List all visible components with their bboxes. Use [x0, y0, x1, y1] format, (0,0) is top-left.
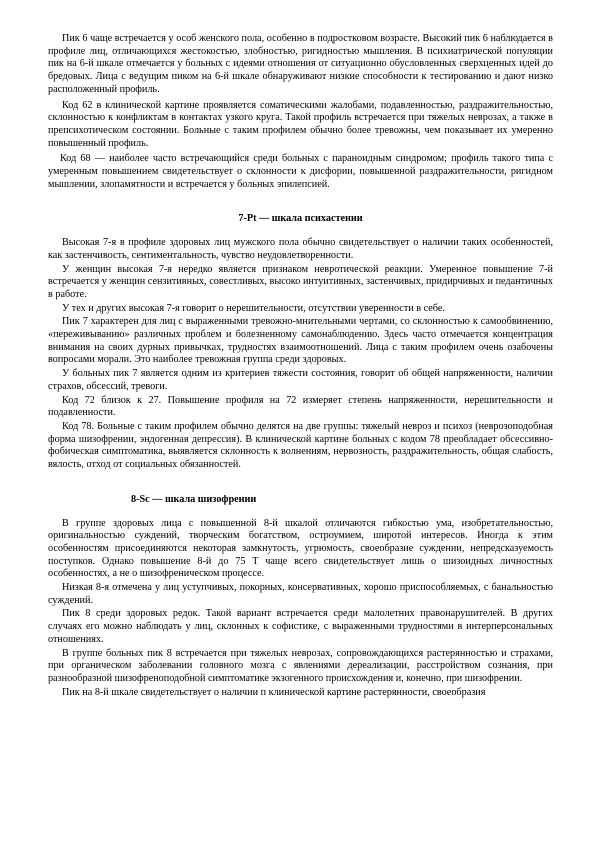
- section-heading-sc: 8-Sc — шкала шизофрении: [131, 493, 257, 505]
- paragraph: У женщин высокая 7-я нередко является признаком невротической реакции. Умеренное повышение 7-й встречается у женщин сензитивных, совестливых, высоко интуитивных, застенчивых, придирчивых и педантичных в работе.: [48, 263, 553, 300]
- paragraph: Низкая 8-я отмечена у лиц уступчивых, покорных, консервативных, хорошо приспособляемых, с банальностью суждений.: [48, 582, 553, 606]
- paragraph: В группе больных пик 8 встречается при тяжелых неврозах, сопровождающихся растерянностью и страхами, при органическом заболевании головного мозга с явлениями дереализации, расстройством сознания, при разнообразной шизофреноподобной симптоматике экзогенного происхождения и, конечно, при шизофрении.: [48, 647, 553, 684]
- paragraph: У больных пик 7 является одним из критериев тяжести состояния, говорит об общей напряженности, наличии страхов, обсессий, тревоги.: [48, 368, 553, 392]
- paragraph: У тех и других высокая 7-я говорит о нерешительности, отсутствии уверенности в себе.: [62, 302, 445, 314]
- section-sc-body: [48, 518, 553, 700]
- paragraph: Высокая 7-я в профиле здоровых лиц мужского пола обычно свидетельствует о наличии таких особенностей, как застенчивость, сентиментальность, чувство неудовлетворенности.: [48, 237, 553, 261]
- paragraph: В группе здоровых лица с повышенной 8-й шкалой отличаются гибкостью ума, изобретательностью, оригинальностью суждений, творческим богатством, остроумием, широтой интересов. Иногда к этим особенностям присоединяются некоторая замкнутость, угрюмость, своеобразие суждении, непредсказуемость поступков. Однако повышение 8-й до 75 Т чаще всего свидетельствует лишь о шизоидных личностных особенностях, а не о шизофреническом процессе.: [48, 517, 553, 580]
- intro-section: [48, 33, 553, 191]
- section-heading-pt: 7-Pt — шкала психастении: [238, 213, 363, 225]
- section-pt-body: [48, 237, 553, 472]
- paragraph: Код 72 близок к 27. Повышение профиля на 72 измеряет степень напряженности, нерешительности и подавленности.: [48, 394, 553, 419]
- paragraph: Код 78. Больные с таким профилем обычно делятся на две группы: тяжелый невроз и психоз (неврозоподобная форма шизофрении, эндогенная депрессия). В клинической картине больных с кодом 78 преобладает обсессивно-фобическая симптоматика, выявляется склонность к волнениям, нервозность, раздражительность, общая слабость, вялость, отход от социальных обязанностей.: [48, 420, 553, 471]
- paragraph: Пик 8 среди здоровых редок. Такой вариант встречается среди малолетних правонарушителей. В других случаях его можно наблюдать у лиц, склонных к софистике, с выраженными трудностями в интерперсональных отношениях.: [48, 608, 553, 645]
- paragraph: Пик 7 характерен для лиц с выраженными тревожно-мнительными чертами, со склонностью к самообвинению, «переживыванию» различных проблем и болезненному самонаблюдению. Здесь часто отмечается концентрация внимания на своих дурных привычках, трудностях взаимоотношений. Лица с таким профилем очень озабочены вопросами морали. Это наиболее тревожная группа среди здоровых.: [48, 316, 553, 366]
- paragraph-peak-6: Пик 6 чаще встречается у особ женского пола, особенно в подростковом возрасте. Высокий пик 6 наблюдается в профиле лиц, отличающихся жестокостью, злобностью, ригидностью мышления. В психиатрической популяции пик на 6-й шкале отмечается у больных с идеями отношения от ситуационно обусловленных сверхценных идей до бредовых. Лица с ведущим пиком на 6-й шкале обнаруживают низкие способности к тестированию и дают низко расположенный профиль.: [48, 33, 553, 95]
- paragraph: Пик на 8-й шкале свидетельствует о наличии п клинической картине растерянности, своеобразия: [62, 686, 486, 698]
- paragraph-code-62: Код 62 в клинической картине проявляется соматическими жалобами, подавленностью, раздражительностью, склонностью к конфликтам в контактах узкого круга. Такой профиль встречается при тяжелых неврозах, а также в препсихотическом состоянии. Больные с таким профилем обычно более тревожны, чем показывает их умеренно повышенный профиль.: [48, 99, 553, 149]
- paragraph-code-68: Код 68 — наиболее часто встречающийся среди больных с параноидным синдромом; профиль такого типа с умеренным повышением свидетельствует о склонности к дисфории, повышенной раздражительности, ригидном мышлении, злопамятности и встречается у больных эпилепсией.: [48, 153, 553, 190]
